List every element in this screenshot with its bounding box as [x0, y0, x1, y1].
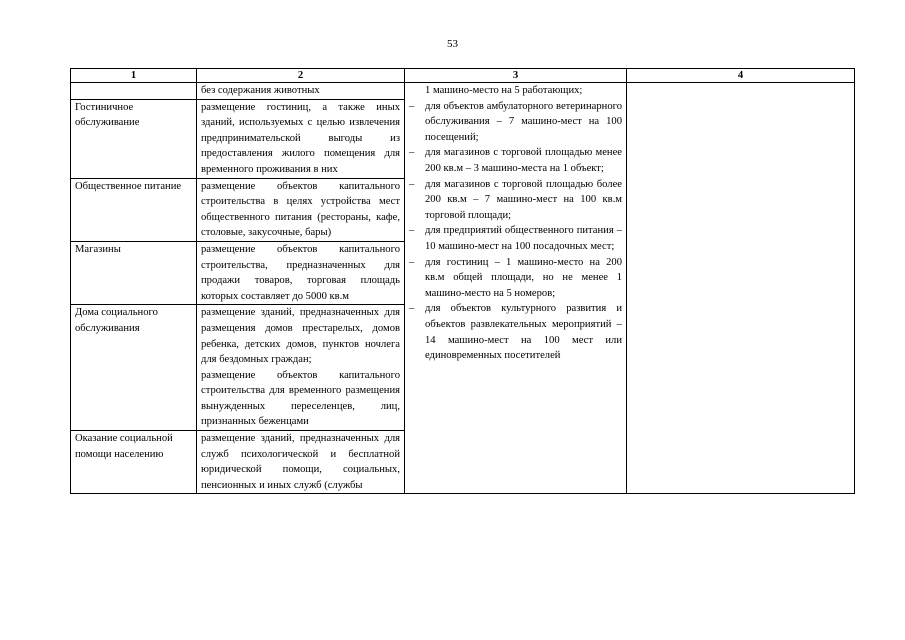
- dash-bullet: –: [409, 303, 415, 315]
- requirement-item: [405, 99, 622, 146]
- dash-bullet: –: [409, 100, 415, 112]
- requirement-item: [405, 301, 622, 363]
- table-header-row: [71, 69, 855, 83]
- use-type-name: [71, 83, 197, 100]
- requirement-text: для предприятий общественного питания – 10 машино-мест на 100 посадочных мест;: [425, 225, 622, 252]
- use-type-description: [197, 178, 405, 241]
- requirement-item: [405, 177, 622, 224]
- requirement-text: для магазинов с торговой площадью более 200 кв.м – 7 машино-мест на 100 кв.м торговой площади;: [425, 178, 622, 221]
- description-paragraph: размещение зданий, предназначенных для размещения домов престарелых, домов ребенка, детских домов, пунктов ночлега для бездомных граждан;: [201, 307, 400, 366]
- use-type-description: [197, 305, 405, 431]
- header-col-2: 2: [197, 69, 405, 83]
- requirement-item: [405, 83, 622, 99]
- description-paragraph: размещение зданий, предназначенных для служб психологической и бесплатной юридической помощи, социальных, пенсионных и иных служб (службы: [201, 433, 400, 491]
- land-use-table: [70, 68, 855, 494]
- column-4-cell: [627, 83, 855, 494]
- table-row: [71, 83, 855, 100]
- dash-bullet: –: [409, 225, 415, 237]
- requirement-text: для объектов культурного развития и объектов развлекательных мероприятий – 14 машино-мест на 100 мест или единовременных посетителей: [425, 303, 622, 362]
- description-paragraph: размещение объектов капитального строительства, предназначенных для продажи товаров, торговая площадь которых составляет до 5000 кв.м: [201, 243, 400, 302]
- header-col-1: 1: [71, 69, 197, 83]
- description-paragraph: размещение объектов капитального строительства в целях устройства мест общественного питания (рестораны, кафе, столовые, закусочные, бары): [201, 180, 400, 239]
- description-paragraph: без содержания животных: [201, 85, 320, 96]
- use-type-description: [197, 83, 405, 100]
- requirement-item: [405, 255, 622, 302]
- page-number: 53: [447, 38, 458, 50]
- use-type-description: [197, 99, 405, 178]
- header-col-3: 3: [405, 69, 627, 83]
- header-col-4: 4: [627, 69, 855, 83]
- dash-bullet: –: [409, 178, 415, 190]
- parking-requirements-list: [405, 83, 622, 364]
- use-type-name: Дома социального обслуживания: [71, 305, 197, 431]
- use-type-name: Гостиничное обслуживание: [71, 99, 197, 178]
- requirement-text: для гостиниц – 1 машино-место на 200 кв.м общей площади, но не менее 1 машино-место на 5 номеров;: [425, 256, 622, 299]
- use-type-name: Общественное питание: [71, 178, 197, 241]
- requirement-text: 1 машино-место на 5 работающих;: [425, 85, 583, 96]
- dash-bullet: –: [409, 147, 415, 159]
- requirement-item: [405, 223, 622, 254]
- parking-requirements-cell: [405, 83, 627, 494]
- requirement-text: для объектов амбулаторного ветеринарного обслуживания – 7 машино-мест на 100 посещений;: [425, 100, 622, 143]
- use-type-description: [197, 431, 405, 494]
- use-type-name: Оказание социальной помощи населению: [71, 431, 197, 494]
- requirement-text: для магазинов с торговой площадью менее 200 кв.м – 3 машино-места на 1 объект;: [425, 147, 622, 174]
- use-type-name: Магазины: [71, 241, 197, 304]
- dash-bullet: –: [409, 256, 415, 268]
- description-paragraph: размещение объектов капитального строительства для временного размещения вынужденных переселенцев, лиц, признанных беженцами: [201, 369, 400, 428]
- use-type-description: [197, 241, 405, 304]
- requirement-item: [405, 145, 622, 176]
- description-paragraph: размещение гостиниц, а также иных зданий, используемых с целью извлечения предпринимательской выгоды из предоставления жилого помещения для временного проживания в них: [201, 101, 400, 175]
